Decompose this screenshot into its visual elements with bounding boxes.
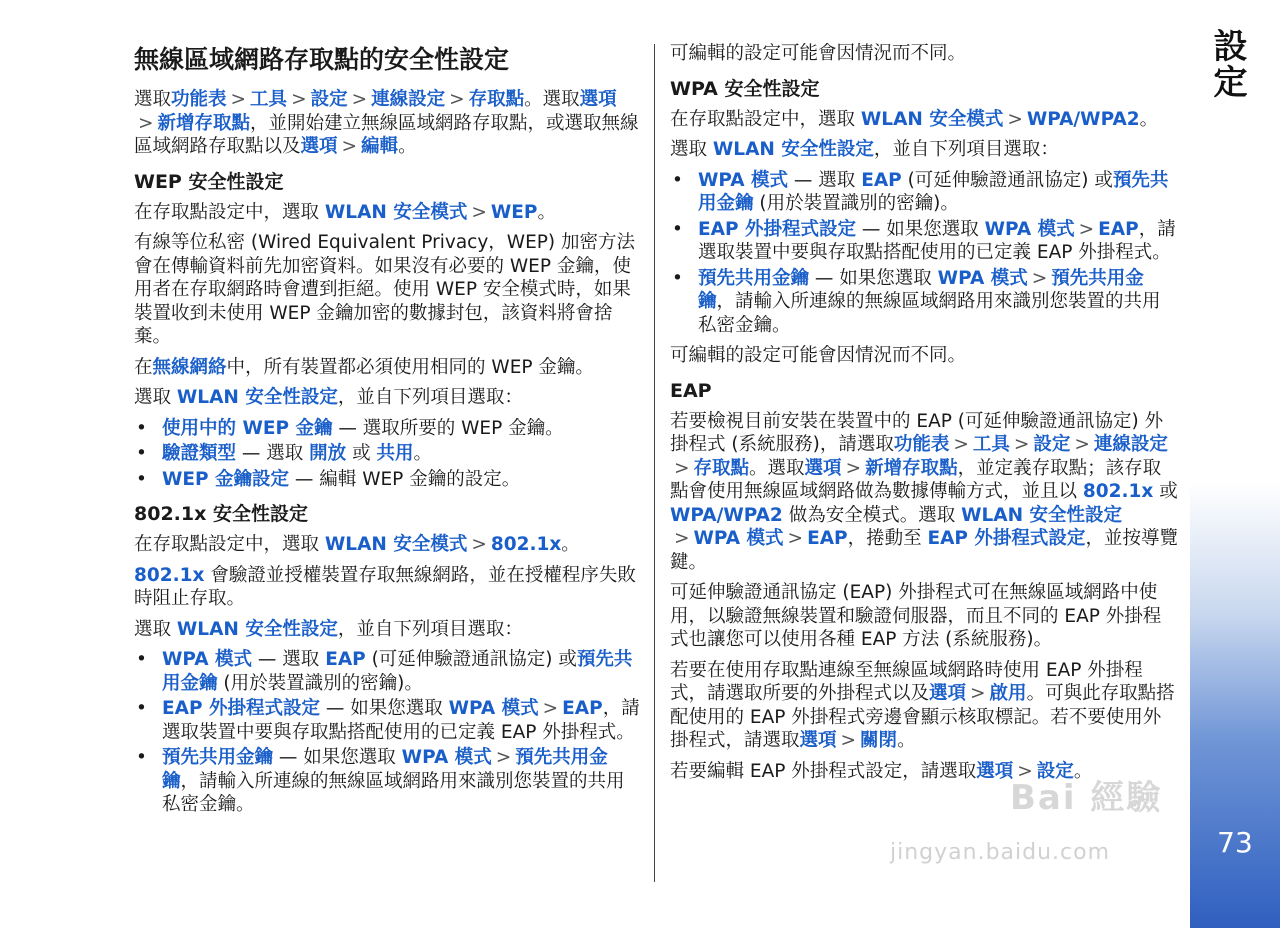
tools-link[interactable]: 工具 bbox=[250, 89, 288, 110]
list-item: • EAP 外掛程式設定 — 如果您選取 WPA 模式 > EAP，請選取裝置中要與存取點搭配使用的已定義 EAP 外掛程式。 bbox=[670, 218, 1178, 265]
wep-link[interactable]: WEP bbox=[490, 201, 538, 223]
options-link[interactable]: 選項 bbox=[804, 457, 842, 479]
eap-description: 可延伸驗證通訊協定 (EAP) 外掛程式可在無線區域網路中使用，以驗證無線裝置和驗證伺服器，而且不同的 EAP 外掛程式也讓您可以使用各種 EAP 方法 (系統服務)。 bbox=[670, 582, 1162, 650]
wpa-mode-link[interactable]: WPA 模式 bbox=[448, 698, 539, 719]
8021x-options-list bbox=[134, 648, 640, 817]
wpa-mode-link[interactable]: WPA 模式 bbox=[162, 649, 253, 670]
settings-link[interactable]: 設定 bbox=[1036, 760, 1074, 782]
left-column bbox=[134, 44, 640, 824]
eap-link[interactable]: EAP bbox=[861, 169, 902, 191]
wpa-select-paragraph: 在存取點設定中，選取 WLAN 安全模式 > WPA/WPA2。 bbox=[670, 108, 1159, 130]
watermark-logo: Bai 經驗 bbox=[1010, 778, 1163, 818]
options-link[interactable]: 選項 bbox=[799, 730, 837, 751]
8021x-heading: 802.1x 安全性設定 bbox=[134, 503, 308, 525]
options-link[interactable]: 選項 bbox=[976, 760, 1014, 782]
wlan-security-settings-link[interactable]: WLAN 安全性設定 bbox=[176, 387, 338, 408]
wep-select-paragraph: 在存取點設定中，選取 WLAN 安全模式 > WEP。 bbox=[134, 201, 556, 223]
access-points-link[interactable]: 存取點 bbox=[468, 89, 525, 110]
section-title-vertical: 設定 bbox=[1207, 28, 1247, 100]
access-points-link[interactable]: 存取點 bbox=[693, 457, 750, 479]
wpa-wpa2-link[interactable]: WPA/WPA2 bbox=[1026, 108, 1140, 130]
wpa-mode-link[interactable]: WPA 模式 bbox=[698, 169, 789, 191]
wep-description: 有線等位私密 (Wired Equivalent Privacy，WEP) 加密方法會在傳輸資料前先加密資料。如果沒有必要的 WEP 金鑰，使用者在存取網路時會遭到拒絕。使用 WEP 安全模式時，如果裝置收到未使用 WEP 金鑰加密的數據封包，該資料將會捨棄。 bbox=[134, 232, 636, 347]
menu-link[interactable]: 功能表 bbox=[893, 434, 950, 455]
eap-link[interactable]: EAP bbox=[325, 649, 366, 670]
wpa-settings-paragraph: 選取 WLAN 安全性設定，並自下列項目選取： bbox=[670, 139, 1059, 160]
edit-link[interactable]: 編輯 bbox=[361, 136, 399, 157]
wep-key-in-use-link[interactable]: 使用中的 WEP 金鑰 bbox=[162, 417, 333, 439]
wireless-network-link[interactable]: 無線網絡 bbox=[152, 356, 227, 378]
tools-link[interactable]: 工具 bbox=[972, 434, 1010, 455]
wep-network-paragraph: 在無線網絡中，所有裝置都必須使用相同的 WEP 金鑰。 bbox=[134, 356, 594, 378]
wlan-security-settings-link[interactable]: WLAN 安全性設定 bbox=[961, 504, 1123, 526]
options-link[interactable]: 選項 bbox=[929, 683, 967, 704]
wpa-mode-link[interactable]: WPA 模式 bbox=[693, 528, 784, 549]
wlan-security-mode-link[interactable]: WLAN 安全模式 bbox=[324, 201, 468, 223]
preshared-key-link[interactable]: 預先共用金鑰 bbox=[698, 169, 1169, 214]
list-item: • 使用中的 WEP 金鑰 — 選取所要的 WEP 金鑰。 bbox=[134, 417, 640, 441]
8021x-link[interactable]: 802.1x bbox=[134, 564, 205, 586]
right-column bbox=[670, 42, 1178, 790]
eap-enable-paragraph: 若要在使用存取點連線至無線區域網路時使用 EAP 外掛程式，請選取所要的外掛程式以及選項 > 啟用。可與此存取點搭配使用的 EAP 外掛程式旁邊會顯示核取標記。若不要使用外掛程式，請選取選項 > 關閉。 bbox=[670, 659, 1175, 751]
eap-link[interactable]: EAP bbox=[562, 698, 603, 719]
preshared-key-link[interactable]: 預先共用金鑰 bbox=[162, 747, 274, 768]
wep-options-list bbox=[134, 417, 640, 492]
settings-link[interactable]: 設定 bbox=[310, 89, 348, 110]
list-item: • WPA 模式 — 選取 EAP (可延伸驗證通訊協定) 或預先共用金鑰 (用於裝置識別的密鑰)。 bbox=[670, 169, 1178, 216]
list-item: • WEP 金鑰設定 — 編輯 WEP 金鑰的設定。 bbox=[134, 468, 640, 492]
options-link[interactable]: 選項 bbox=[579, 89, 617, 110]
list-item: • EAP 外掛程式設定 — 如果您選取 WPA 模式 > EAP，請選取裝置中要與存取點搭配使用的已定義 EAP 外掛程式。 bbox=[134, 697, 640, 744]
8021x-link[interactable]: 802.1x bbox=[1082, 481, 1154, 502]
auth-type-link[interactable]: 驗證類型 bbox=[162, 443, 237, 464]
eap-link[interactable]: EAP bbox=[807, 528, 848, 549]
settings-link[interactable]: 設定 bbox=[1033, 434, 1071, 455]
page-title: 無線區域網路存取點的安全性設定 bbox=[134, 45, 510, 74]
options-link[interactable]: 選項 bbox=[300, 136, 338, 157]
menu-link[interactable]: 功能表 bbox=[171, 89, 227, 110]
page-number: 73 bbox=[1217, 826, 1253, 859]
list-item: • WPA 模式 — 選取 EAP (可延伸驗證通訊協定) 或預先共用金鑰 (用於裝置識別的密鑰)。 bbox=[134, 648, 640, 695]
wpa-mode-link[interactable]: WPA 模式 bbox=[401, 747, 492, 768]
wpa-mode-link[interactable]: WPA 模式 bbox=[937, 267, 1028, 289]
preshared-key-link[interactable]: 預先共用金鑰 bbox=[698, 267, 810, 289]
wep-heading: WEP 安全性設定 bbox=[134, 170, 284, 193]
new-access-point-link[interactable]: 新增存取點 bbox=[157, 112, 251, 134]
editable-note: 可編輯的設定可能會因情況而不同。 bbox=[670, 345, 967, 366]
connection-settings-link[interactable]: 連線設定 bbox=[371, 89, 446, 110]
column-divider bbox=[654, 44, 655, 882]
list-item: • 預先共用金鑰 — 如果您選取 WPA 模式 > 預先共用金鑰，請輸入所連線的無線區域網路用來識別您裝置的共用私密金鑰。 bbox=[134, 746, 640, 817]
sidebar-band bbox=[1190, 0, 1280, 928]
editable-note: 可編輯的設定可能會因情況而不同。 bbox=[670, 43, 967, 64]
wpa-heading: WPA 安全性設定 bbox=[670, 77, 820, 100]
wep-key-settings-link[interactable]: WEP 金鑰設定 bbox=[162, 468, 290, 490]
preshared-key-link[interactable]: 預先共用金鑰 bbox=[162, 649, 633, 694]
8021x-link[interactable]: 802.1x bbox=[490, 534, 562, 555]
wlan-security-mode-link[interactable]: WLAN 安全模式 bbox=[324, 534, 468, 555]
eap-plugin-settings-link[interactable]: EAP 外掛程式設定 bbox=[927, 528, 1086, 549]
8021x-description: 802.1x 會驗證並授權裝置存取無線網路，並在授權程序失敗時阻止存取。 bbox=[134, 564, 636, 609]
eap-plugin-settings-link[interactable]: EAP 外掛程式設定 bbox=[162, 698, 320, 719]
wlan-security-settings-link[interactable]: WLAN 安全性設定 bbox=[176, 618, 338, 640]
8021x-select-paragraph: 在存取點設定中，選取 WLAN 安全模式 > 802.1x。 bbox=[134, 534, 580, 555]
enable-link[interactable]: 啟用 bbox=[989, 683, 1027, 704]
list-item: • 預先共用金鑰 — 如果您選取 WPA 模式 > 預先共用金鑰，請輸入所連線的無線區域網路用來識別您裝置的共用私密金鑰。 bbox=[670, 267, 1178, 338]
wlan-security-mode-link[interactable]: WLAN 安全模式 bbox=[860, 108, 1004, 130]
wpa-mode-link[interactable]: WPA 模式 bbox=[984, 218, 1075, 240]
watermark-url: jingyan.baidu.com bbox=[890, 840, 1111, 865]
wpa-options-list bbox=[670, 169, 1178, 338]
eap-edit-paragraph: 若要編輯 EAP 外掛程式設定，請選取選項 > 設定。 bbox=[670, 760, 1093, 782]
preshared-key-link[interactable]: 預先共用金鑰 bbox=[162, 747, 608, 792]
disable-link[interactable]: 關閉 bbox=[860, 730, 898, 751]
8021x-settings-paragraph: 選取 WLAN 安全性設定，並自下列項目選取： bbox=[134, 618, 523, 640]
connection-settings-link[interactable]: 連線設定 bbox=[1093, 434, 1168, 455]
wep-settings-paragraph: 選取 WLAN 安全性設定，並自下列項目選取： bbox=[134, 387, 523, 408]
eap-link[interactable]: EAP bbox=[1098, 218, 1139, 240]
eap-plugin-settings-link[interactable]: EAP 外掛程式設定 bbox=[698, 218, 856, 240]
intro-paragraph: 選取功能表 > 工具 > 設定 > 連線設定 > 存取點。選取選項> 新增存取點，並開始建立無線區域網路存取點，或選取無線區域網路存取點以及選項 > 編輯。 bbox=[134, 89, 639, 157]
eap-heading: EAP bbox=[670, 379, 712, 402]
new-access-point-link[interactable]: 新增存取點 bbox=[865, 457, 958, 479]
wpa-wpa2-link[interactable]: WPA/WPA2 bbox=[670, 504, 783, 526]
list-item: • 驗證類型 — 選取 開放 或 共用。 bbox=[134, 442, 640, 466]
wlan-security-settings-link[interactable]: WLAN 安全性設定 bbox=[712, 139, 874, 160]
open-link[interactable]: 開放 bbox=[309, 443, 347, 464]
preshared-key-link[interactable]: 預先共用金鑰 bbox=[698, 267, 1144, 312]
eap-view-paragraph: 若要檢視目前安裝在裝置中的 EAP (可延伸驗證通訊協定) 外掛程式 (系統服務)，請選取功能表 > 工具 > 設定 > 連線設定> 存取點。選取選項 > 新增存取點，並定義存取點；該存取點會使用無線區域網路做為數據傳輸方式，並且以 802.1x 或 WPA/WPA2 做為安全模式。選取 WLAN 安全性設定> WPA 模式 > EAP，捲動至 EAP 外掛程式設定，並按導覽鍵。 bbox=[670, 410, 1178, 573]
shared-link[interactable]: 共用 bbox=[376, 443, 414, 464]
